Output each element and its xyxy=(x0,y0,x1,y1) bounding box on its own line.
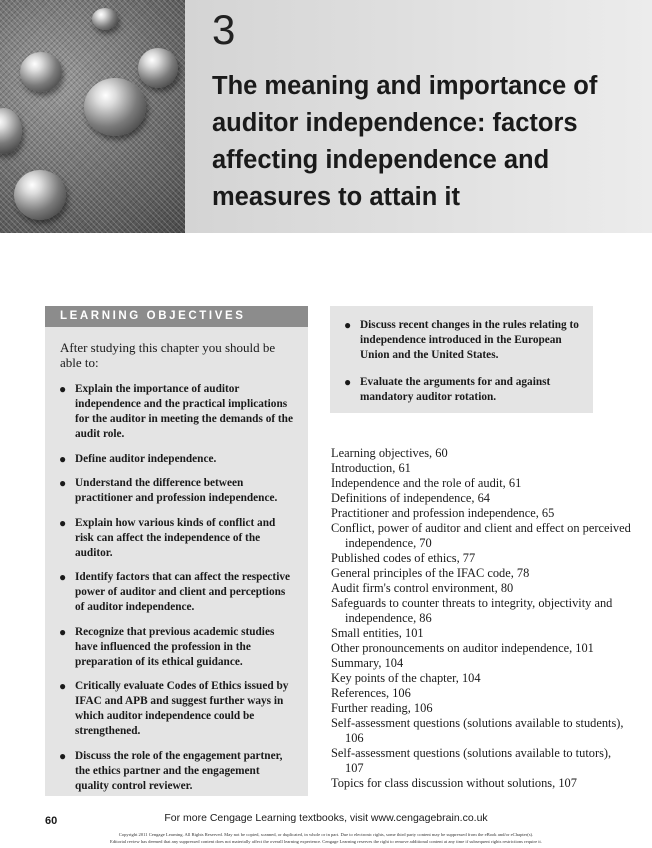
bullet-icon: ● xyxy=(59,748,67,763)
contents-item: Learning objectives, 60 xyxy=(331,446,448,460)
water-drop xyxy=(138,48,178,88)
bullet-icon: ● xyxy=(59,515,67,530)
bullet-icon: ● xyxy=(59,570,67,584)
contents-item: Definitions of independence, 64 xyxy=(331,491,490,505)
bullet-icon: ● xyxy=(344,375,352,389)
copyright-line: Copyright 2011 Cengage Learning. All Rights Reserved. May not be copied, scanned, or duplicated, in whole or in part. Due to electronic rights, some third party content may be suppressed from the eBook and/or eChapter(s). xyxy=(118,832,534,837)
copyright-line: Editorial review has deemed that any suppressed content does not materially affect the overall learning experience. Cengage Learning reserves the right to remove additional content at any time if subsequent rights restrictions require it. xyxy=(110,839,542,844)
water-drop xyxy=(14,170,66,220)
contents-item: Practitioner and profession independence, 65 xyxy=(331,506,555,520)
contents-item: General principles of the IFAC code, 78 xyxy=(331,566,530,580)
water-drop xyxy=(92,8,118,30)
water-drop xyxy=(84,78,146,136)
contents-item: References, 106 xyxy=(331,686,411,700)
contents-item: Summary, 104 xyxy=(331,656,404,670)
contents-item: Small entities, 101 xyxy=(331,626,424,640)
contents-item: Introduction, 61 xyxy=(331,461,411,475)
contents-item: Self-assessment questions (solutions available to students), 106 xyxy=(331,716,624,745)
bullet-icon: ● xyxy=(59,679,67,693)
learning-objectives-heading: LEARNING OBJECTIVES xyxy=(45,306,308,327)
contents-item: Further reading, 106 xyxy=(331,701,433,715)
objective-item: ● Critically evaluate Codes of Ethics issued by IFAC and APB and suggest further ways in which auditor independence could be strengthened. xyxy=(59,679,289,737)
bullet-icon: ● xyxy=(59,382,67,396)
objective-item: ● Explain how various kinds of conflict and risk can affect the independence of the auditor. xyxy=(59,515,276,559)
objectives-list xyxy=(45,382,308,794)
objective-item: ● Evaluate the arguments for and against mandatory auditor rotation. xyxy=(344,375,551,403)
objective-item: ● Define auditor independence. xyxy=(59,451,217,466)
chapter-number: 3 xyxy=(212,6,236,53)
objective-item: ● Discuss the role of the engagement partner, the ethics partner and the engagement quality control reviewer. xyxy=(59,748,283,792)
objectives-list-continued xyxy=(330,318,593,405)
chapter-title: The meaning and importance of auditor independence: factors affecting independence and measures to attain it xyxy=(212,72,598,211)
objective-item: ● Recognize that previous academic studies have influenced the profession in the preparation of its ethical guidance. xyxy=(59,624,275,668)
chapter-contents-list xyxy=(331,446,631,791)
contents-item: Audit firm's control environment, 80 xyxy=(331,581,514,595)
contents-item: Self-assessment questions (solutions available to tutors), 107 xyxy=(331,746,612,775)
promo-line: For more Cengage Learning textbooks, visit www.cengagebrain.co.uk xyxy=(164,812,488,824)
learning-objectives-intro: After studying this chapter you should be able to: xyxy=(60,340,276,370)
contents-item: Topics for class discussion without solutions, 107 xyxy=(331,776,577,790)
objective-item: ● Discuss recent changes in the rules relating to independence introduced in the European Union and the United States. xyxy=(344,318,579,361)
water-drop xyxy=(20,52,62,92)
copyright-notice xyxy=(10,831,642,845)
contents-item: Safeguards to counter threats to integrity, objectivity and independence, 86 xyxy=(331,596,613,625)
contents-item: Key points of the chapter, 104 xyxy=(331,671,481,685)
bullet-icon: ● xyxy=(344,318,352,332)
objective-item: ● Understand the difference between practitioner and profession independence. xyxy=(59,476,278,504)
page-number: 60 xyxy=(45,815,58,827)
objective-item: ● Identify factors that can affect the respective power of auditor and client and perceptions of auditor independence. xyxy=(59,570,290,613)
contents-item: Independence and the role of audit, 61 xyxy=(331,476,522,490)
contents-item: Conflict, power of auditor and client and effect on perceived independence, 70 xyxy=(331,521,631,550)
contents-item: Published codes of ethics, 77 xyxy=(331,551,476,565)
bullet-icon: ● xyxy=(59,451,67,466)
contents-item: Other pronouncements on auditor independence, 101 xyxy=(331,641,594,655)
objective-item: ● Explain the importance of auditor independence and the practical implications for the auditor in meeting the demands of the audit role. xyxy=(59,382,293,440)
bullet-icon: ● xyxy=(59,624,67,639)
bullet-icon: ● xyxy=(59,476,67,490)
learning-objectives-box xyxy=(45,306,308,796)
chapter-header-image xyxy=(0,0,185,233)
learning-objectives-continued-box xyxy=(330,306,593,413)
